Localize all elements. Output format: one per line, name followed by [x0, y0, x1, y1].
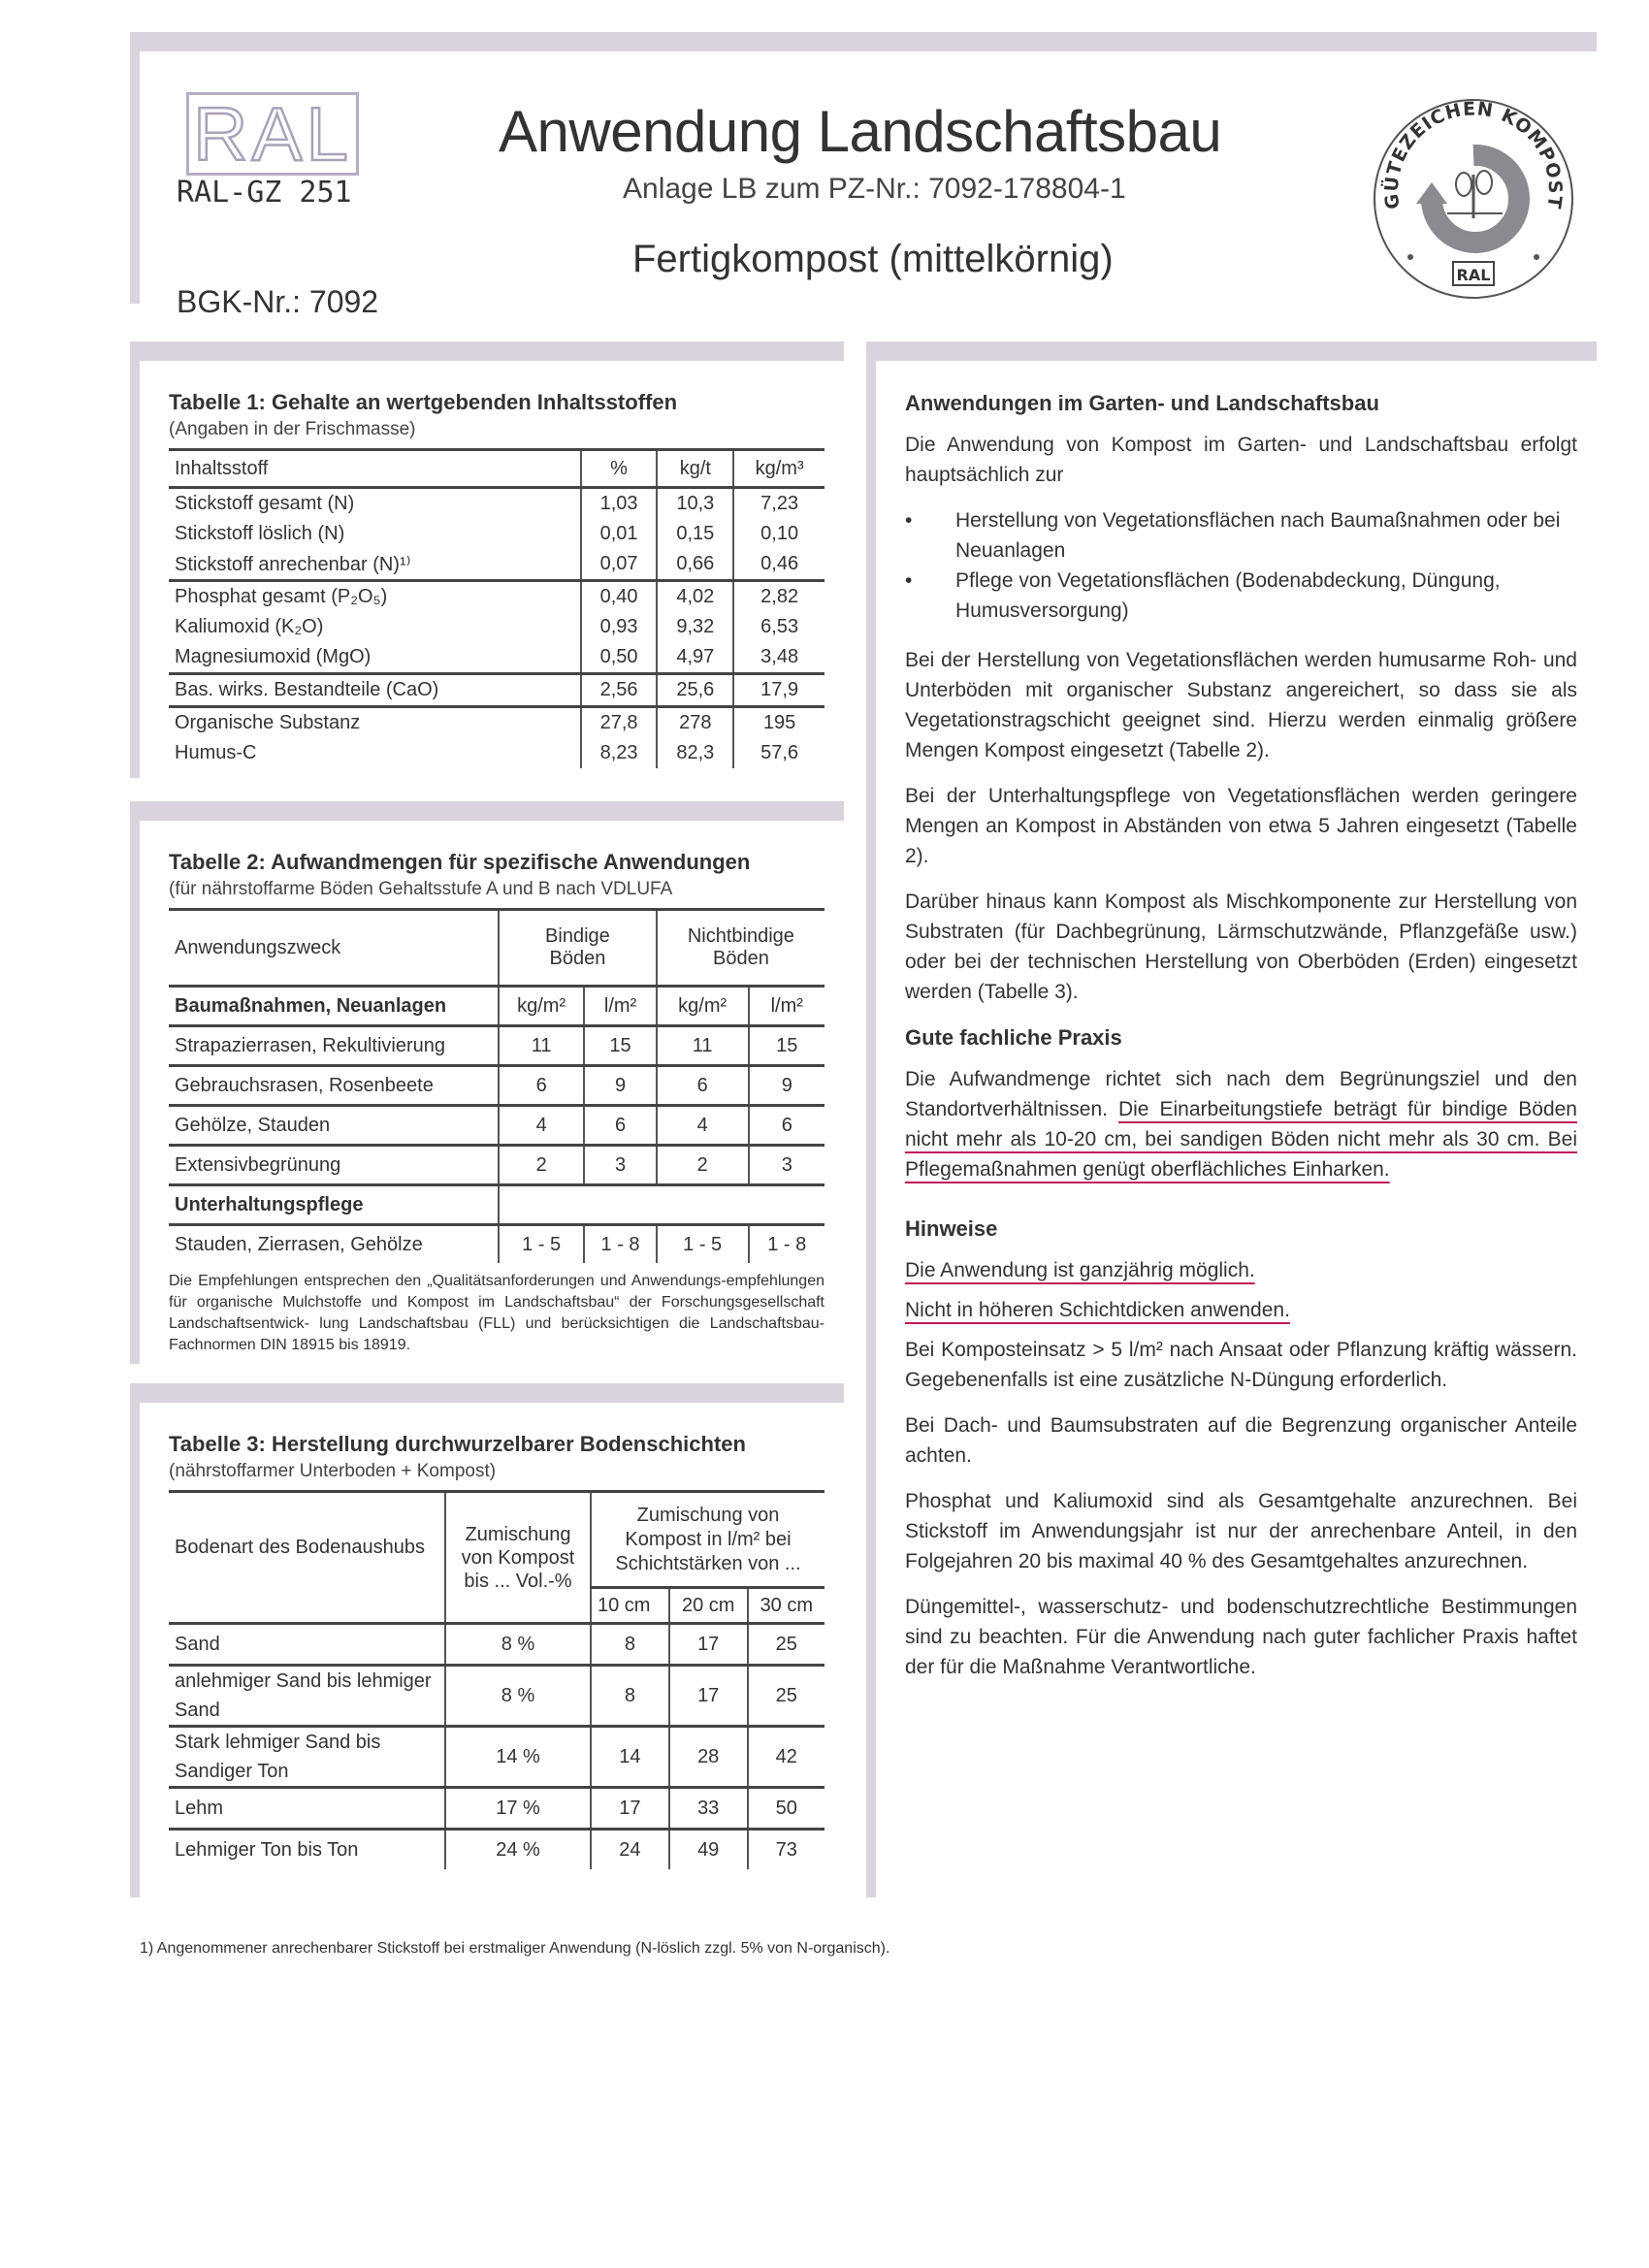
- cell-value: 25: [748, 1624, 824, 1666]
- cell-value: 8,23: [581, 738, 658, 768]
- cell-value: 1 - 5: [657, 1225, 749, 1264]
- unit-header: kg/m²: [657, 987, 749, 1026]
- cell-soil: Sand: [169, 1624, 445, 1666]
- cell-value: 25,6: [657, 674, 733, 707]
- unit-header: kg/m²: [499, 987, 584, 1026]
- section-heading-applications: Anwendungen im Garten- und Landschaftsbau: [905, 391, 1379, 415]
- cell-value: 15: [749, 1026, 825, 1066]
- highlighted-text: Die Anwendung ist ganzjährig möglich.: [905, 1259, 1255, 1281]
- paragraph: Bei der Unterhaltungspflege von Vegetationsflächen werden geringere Mengen an Kompost in Abständen von etwa 5 Jahren eingesetzt (Tabelle 2).: [905, 785, 1577, 867]
- cell-value: 0,50: [581, 642, 658, 674]
- product-name: Fertigkompost (mittelkörnig): [632, 238, 1114, 280]
- list-item: • Pflege von Vegetationsflächen (Bodenabdeckung, Düngung, Humusversorgung): [905, 566, 1577, 626]
- cell-value: 6: [584, 1106, 657, 1146]
- cell-value: 1 - 8: [749, 1225, 825, 1264]
- ral-logo: RAL: [186, 92, 359, 176]
- paragraph: Die Anwendung von Kompost im Garten- und Landschaftsbau erfolgt hauptsächlich zur: [905, 434, 1577, 486]
- cell-value: 11: [499, 1026, 584, 1066]
- cell-value: 1 - 5: [499, 1225, 584, 1264]
- table2-section: [130, 801, 844, 1364]
- table-row: [169, 1727, 824, 1788]
- table3-subtitle: (nährstoffarmer Unterboden + Kompost): [169, 1461, 497, 1481]
- cell-name: Stickstoff anrechenbar (N)¹⁾: [169, 549, 581, 581]
- cell-value: 82,3: [657, 738, 733, 768]
- column-header-purpose: Anwendungszweck: [169, 910, 499, 987]
- cell-value: 195: [733, 707, 824, 739]
- cell-value: 0,01: [581, 519, 658, 549]
- cell-value: 25: [748, 1666, 824, 1727]
- cell-value: 17,9: [733, 674, 824, 707]
- cell-name: Humus-C: [175, 742, 257, 763]
- cell-value: 0,15: [657, 519, 733, 549]
- cell-value: 6: [657, 1066, 749, 1106]
- cell-value: 8: [591, 1624, 669, 1666]
- footnote: 1) Angenommener anrechenbarer Stickstoff bei erstmaliger Anwendung (N-löslich zzgl. 5% von N-organisch).: [140, 1940, 890, 1957]
- paragraph: Bei Komposteinsatz > 5 l/m² nach Ansaat oder Pflanzung kräftig wässern. Gegebenenfalls ist eine zusätzliche N-Düngung erforderlich.: [905, 1339, 1577, 1391]
- cell-name: Gebrauchsrasen, Rosenbeete: [169, 1066, 499, 1106]
- table2-title: Tabelle 2: Aufwandmengen für spezifische Anwendungen: [169, 850, 751, 874]
- table-row: [169, 1026, 824, 1066]
- table-row: [169, 1624, 824, 1666]
- paragraph: Bei Dach- und Baumsubstraten auf die Begrenzung organischer Anteile achten.: [905, 1414, 1577, 1467]
- cell-value: 4: [499, 1106, 584, 1146]
- table-row: [169, 1106, 824, 1146]
- header-section: [130, 32, 1597, 319]
- cell-value: 0,93: [581, 612, 658, 642]
- table1-section: [130, 341, 844, 778]
- cell-value: 2,56: [581, 674, 658, 707]
- unit-header: l/m²: [749, 987, 825, 1026]
- cell-vol: 14 %: [445, 1727, 591, 1788]
- seal-ral-badge: RAL: [1456, 266, 1491, 284]
- cell-name: Stickstoff gesamt (N): [175, 493, 355, 514]
- cell-value: 24: [591, 1830, 669, 1870]
- layer-header: 20 cm: [669, 1588, 748, 1624]
- cell-value: 6,53: [733, 612, 824, 642]
- seal-text: GÜTEZEICHEN KOMPOST: [1380, 98, 1567, 211]
- cell-value: 9,32: [657, 612, 733, 642]
- table3-title: Tabelle 3: Herstellung durchwurzelbarer Bodenschichten: [169, 1432, 746, 1456]
- table1-title: Tabelle 1: Gehalte an wertgebenden Inhaltsstoffen: [169, 390, 678, 414]
- table-row: [169, 1225, 824, 1264]
- table1: [169, 448, 824, 768]
- cell-name: Organische Substanz: [175, 712, 361, 733]
- table-row: [169, 612, 824, 642]
- table-row: [169, 642, 824, 674]
- table-row: [169, 738, 824, 768]
- column-header: Inhaltsstoff: [169, 450, 581, 488]
- table-row: [169, 1146, 824, 1185]
- quality-seal-icon: [1372, 97, 1575, 301]
- cell-value: 0,46: [733, 549, 824, 581]
- cell-value: 6: [749, 1106, 825, 1146]
- cell-value: 3: [584, 1146, 657, 1185]
- cell-soil: anlehmiger Sand bis lehmiger Sand: [169, 1666, 445, 1727]
- column-header-nichtbindig: Nichtbindige Böden: [657, 910, 824, 987]
- paragraph: Düngemittel-, wasserschutz- und bodenschutzrechtliche Bestimmungen sind zu beachten. Für die Anwendung nach guter fachlicher Praxis haftet der für die Maßnahme Verantwortliche.: [905, 1596, 1577, 1678]
- column-header-layers: Zumischung von Kompost in l/m² bei Schichtstärken von ...: [591, 1492, 824, 1588]
- section-header: Unterhaltungspflege: [169, 1185, 499, 1225]
- cell-value: 0,66: [657, 549, 733, 581]
- cell-value: 2: [657, 1146, 749, 1185]
- cell-value: 6: [499, 1066, 584, 1106]
- ral-gz-number: RAL-GZ 251: [177, 176, 352, 210]
- table-row: [169, 519, 824, 549]
- cell-name: Bas. wirks. Bestandteile (CaO): [169, 674, 581, 707]
- table1-subtitle: (Angaben in der Frischmasse): [169, 419, 416, 439]
- cell-value: 17: [669, 1666, 748, 1727]
- table3-section: [130, 1383, 844, 1897]
- column-header: kg/m³: [733, 450, 824, 488]
- cell-value: 1 - 8: [584, 1225, 657, 1264]
- cell-name: Stickstoff löslich (N): [175, 523, 345, 544]
- column-header: %: [581, 450, 658, 488]
- cell-value: 17: [669, 1624, 748, 1666]
- cell-value: 9: [584, 1066, 657, 1106]
- table-row: [169, 581, 824, 613]
- cell-value: 7,23: [733, 488, 824, 520]
- cell-value: 57,6: [733, 738, 824, 768]
- cell-value: 0,07: [581, 549, 658, 581]
- table-row: [169, 1788, 824, 1830]
- page-subtitle: Anlage LB zum PZ-Nr.: 7092-178804-1: [623, 173, 1126, 205]
- cell-soil: Lehm: [169, 1788, 445, 1830]
- cell-value: 4,02: [657, 581, 733, 613]
- bullet-icon: •: [905, 509, 913, 532]
- cell-value: 9: [749, 1066, 825, 1106]
- section-heading-practice: Gute fachliche Praxis: [905, 1025, 1122, 1050]
- cell-name: Strapazierrasen, Rekultivierung: [169, 1026, 499, 1066]
- bgk-number: BGK-Nr.: 7092: [177, 284, 379, 319]
- cell-value: 3,48: [733, 642, 824, 674]
- cell-value: 28: [669, 1727, 748, 1788]
- table2-subtitle: (für nährstoffarme Böden Gehaltsstufe A und B nach VDLUFA: [169, 879, 673, 899]
- cell-value: 4,97: [657, 642, 733, 674]
- cell-value: 10,3: [657, 488, 733, 520]
- cell-name: Stauden, Zierrasen, Gehölze: [175, 1233, 423, 1255]
- cell-value: 50: [748, 1788, 824, 1830]
- table-row: [169, 1666, 824, 1727]
- cell-value: 2: [499, 1146, 584, 1185]
- section-header: Baumaßnahmen, Neuanlagen: [169, 987, 499, 1026]
- column-header-vol: Zumischung von Kompost bis ... Vol.-%: [445, 1492, 591, 1624]
- cell-value: 8: [591, 1666, 669, 1727]
- cell-value: 278: [657, 707, 733, 739]
- cell-name: Magnesiumoxid (MgO): [169, 642, 581, 674]
- cell-value: 17: [591, 1788, 669, 1830]
- cell-value: 11: [657, 1026, 749, 1066]
- cell-vol: 8 %: [445, 1666, 591, 1727]
- cell-value: 42: [748, 1727, 824, 1788]
- unit-header: l/m²: [584, 987, 657, 1026]
- paragraph: Darüber hinaus kann Kompost als Mischkomponente zur Herstellung von Substraten (für Dachbegrünung, Lärmschutzwände, Pflanzgefäße usw.) oder bei der technischen Herstellung von Oberböden (Erden) eingesetzt werden (Tabelle 3).: [905, 891, 1577, 1003]
- paragraph: Die Aufwandmenge richtet sich nach dem Begrünungsziel und den Standortverhältnissen. Die Einarbeitungstiefe beträgt für bindige Böden nicht mehr als 10-20 cm, bei sandigen Böden nicht mehr als 30 cm. Bei Pflegemaßnahmen genügt oberflächliches Einharken.: [905, 1068, 1577, 1181]
- layer-header: 10 cm: [591, 1588, 669, 1624]
- cell-value: 0,10: [733, 519, 824, 549]
- table2: [169, 908, 824, 1263]
- cell-value: 73: [748, 1830, 824, 1870]
- section-row: [169, 1185, 824, 1225]
- highlighted-text: Nicht in höheren Schichtdicken anwenden.: [905, 1299, 1290, 1321]
- paragraph: Bei der Herstellung von Vegetationsflächen werden humusarme Roh- und Unterböden mit organischer Substanz angereichert, so dass sie als Vegetationstragschicht geeignet sind. Hierzu werden einmalig größere Mengen Kompost eingesetzt (Tabelle 2).: [905, 649, 1577, 761]
- cell-value: 27,8: [581, 707, 658, 739]
- table-row: [169, 488, 824, 520]
- cell-value: 2,82: [733, 581, 824, 613]
- cell-value: 33: [669, 1788, 748, 1830]
- table-row: [169, 674, 824, 707]
- cell-name: Extensivbegrünung: [169, 1146, 499, 1185]
- cell-value: 4: [657, 1106, 749, 1146]
- table-row: [169, 707, 824, 739]
- table3: [169, 1490, 824, 1869]
- section-heading-notes: Hinweise: [905, 1216, 998, 1241]
- cell-vol: 17 %: [445, 1788, 591, 1830]
- table-row: [169, 1066, 824, 1106]
- highlighted-text: Die Einarbeitungstiefe beträgt für bindige Böden nicht mehr als 10-20 cm, bei sandigen Böden nicht mehr als 30 cm. Bei Pflegemaßnahmen genügt oberflächliches Einharken.: [905, 1098, 1577, 1181]
- list-item: • Herstellung von Vegetationsflächen nach Baumaßnahmen oder bei Neuanlagen: [905, 505, 1577, 566]
- page-title: Anwendung Landschaftsbau: [499, 99, 1222, 164]
- cell-value: 49: [669, 1830, 748, 1870]
- cell-vol: 8 %: [445, 1624, 591, 1666]
- bullet-icon: •: [905, 569, 913, 592]
- cell-soil: Stark lehmiger Sand bis Sandiger Ton: [169, 1727, 445, 1788]
- column-header: kg/t: [657, 450, 733, 488]
- cell-value: 14: [591, 1727, 669, 1788]
- table-row: [169, 1830, 824, 1870]
- cell-value: 0,40: [581, 581, 658, 613]
- column-header-bindig: Bindige Böden: [499, 910, 657, 987]
- cell-value: 3: [749, 1146, 825, 1185]
- application-list: [905, 505, 1577, 626]
- cell-name: Phosphat gesamt (P₂O₅): [175, 586, 388, 607]
- cell-value: 15: [584, 1026, 657, 1066]
- cell-name: Gehölze, Stauden: [169, 1106, 499, 1146]
- cell-name: Kaliumoxid (K₂O): [175, 616, 324, 637]
- table-row: [169, 549, 824, 581]
- cell-soil: Lehmiger Ton bis Ton: [175, 1839, 359, 1861]
- cell-vol: 24 %: [445, 1830, 591, 1870]
- column-header-soil: Bodenart des Bodenaushubs: [169, 1492, 445, 1624]
- application-text-section: [866, 341, 1597, 1897]
- cell-value: 1,03: [581, 488, 658, 520]
- paragraph: Phosphat und Kaliumoxid sind als Gesamtgehalte anzurechnen. Bei Stickstoff im Anwendungsjahr ist nur der anrechenbare Anteil, in den Folgejahren 20 bis maximal 40 % des Gesamtgehaltes anzurechnen.: [905, 1490, 1577, 1572]
- table2-note: Die Empfehlungen entsprechen den „Qualitätsanforderungen und Anwendungs-empfehlungen für organische Mulchstoffe und Kompost im Landschaftsbau“ der Forschungsgesellschaft Landschaftsentwick- lung Landschaftsbau (FLL) und berücksichtigen die Landschaftsbau-Fachnormen DIN 18915 bis 18919.: [169, 1273, 824, 1353]
- layer-header: 30 cm: [748, 1588, 824, 1624]
